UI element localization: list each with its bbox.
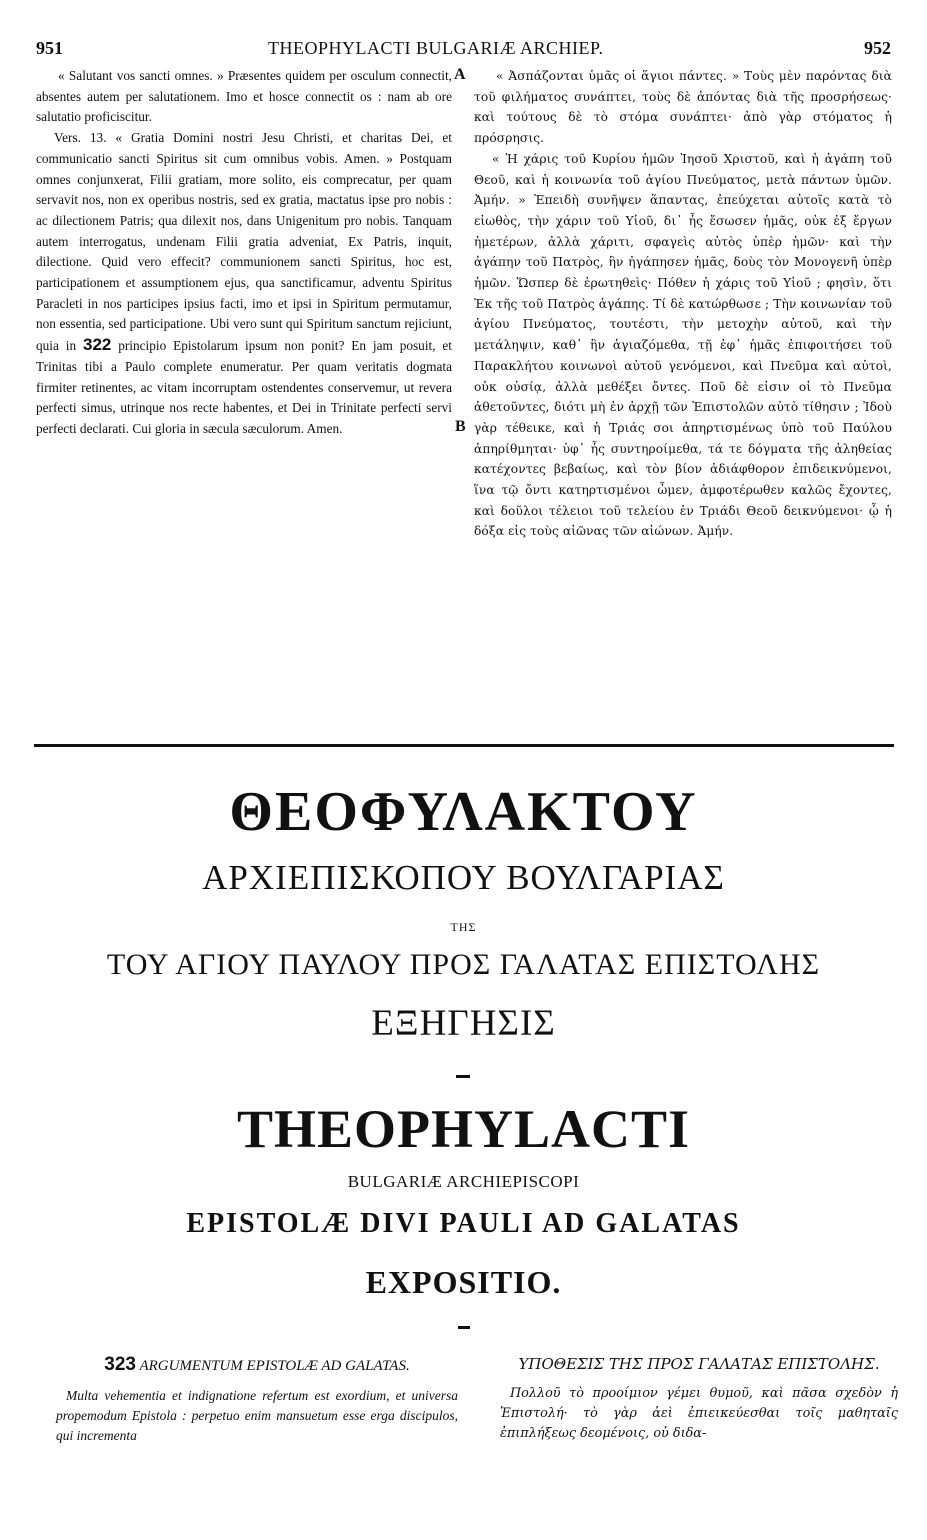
latin-paragraph-1: « Salutant vos sancti omnes. » Præsentes quidem per osculum connectit, absentes autem per salutationem. Imo et hosce connectit os : nam ab ore salutatio proficiscitur. (36, 68, 452, 125)
page-header (28, 8, 897, 58)
greek-paragraph-1: « Ἀσπάζονται ὑμᾶς οἱ ἅγιοι πάντες. » Τοὺς μὲν παρόντας διὰ τοῦ φιλήματος συνάπτει, τοὺς δὲ ἀπόντας διὰ τῆς προσρήσεως· καὶ τούτους δὲ τὸ στόμα συνάπτει· ἀπὸ γὰρ στόματος ἡ πρόσρησις. (474, 69, 892, 146)
latin-paragraph-2-part-1: Vers. 13. « Gratia Domini nostri Jesu Christi, et charitas Dei, et communicatio sancti Spiritus sit cum omnibus vobis. Amen. » Postquam omnes conjunxerat, Filii gratiam, more solito, eis comprecatur, per quam servavit nos, non ex operibus nostris, sed ex gratia, mactatus ipse pro nobis : ac dilectionem Patris; qua dilexit nos, dans Unigenitum pro nobis. Tanquam autem interrogatus, undenam Filii gratia adveniat, Ex Patris, inquit, dilectione. Quid vero effecit? communionem sancti Spiritus, hoc est, participationem et assumptionem ejus, qua sanctificamur, adventu Spiritus Paracleti in nos participes ipsius facti, imo et ipsi in Spiritum permutamur, non essentia, sed participatione. Ubi vero sunt qui Spiritum sanctum rejiciunt, quia in (36, 130, 452, 354)
title-dash-1 (456, 1075, 470, 1078)
marginal-page-number: 322 (82, 335, 112, 355)
running-title: THEOPHYLACTI BULGARIÆ ARCHIEP. (268, 38, 604, 58)
title-dash-2 (458, 1326, 470, 1329)
greek-title-author: ΘΕΟΦΥΛΑΚΤΟΥ (229, 781, 698, 843)
latin-title-author: THEOPHYLACTI (236, 1099, 691, 1159)
column-marker-a: A (454, 66, 466, 83)
latin-title-epistle: EPISTOLÆ DIVI PAULI AD GALATAS (186, 1208, 741, 1239)
greek-title-office: ΑΡΧΙΕΠΙΣΚΟΠΟΥ ΒΟΥΛΓΑΡΙΑΣ (202, 858, 725, 897)
column-marker-b: B (455, 418, 466, 435)
latin-title-office: BULGARIÆ ARCHIEPISCOPI (347, 1172, 580, 1191)
argument-greek-body: Πολλοῦ τὸ προοίμιον γέμει θυμοῦ, καὶ πᾶσα σχεδὸν ἡ Ἐπιστολή· τὸ γὰρ ἀεὶ ἐπιεικεύεσθαι τοῖς μαθηταῖς ἐπιπλήξεως δεομένοις, οὐ διδα- (500, 1386, 898, 1441)
argument-greek-heading: ΥΠΟΘΕΣΙΣ ΤΗΣ ΠΡΟΣ ΓΑΛΑΤΑΣ ΕΠΙΣΤΟΛΗΣ. (518, 1355, 880, 1373)
argument-page-number: 323 (104, 1354, 136, 1375)
argument-greek (500, 1356, 898, 1444)
latin-paragraph-2 (36, 128, 452, 440)
greek-paragraph-2: « Ἡ χάρις τοῦ Κυρίου ἡμῶν Ἰησοῦ Χριστοῦ, καὶ ἡ ἀγάπη τοῦ Θεοῦ, καὶ ἡ κοινωνία τοῦ ἁγίου Πνεύματος, μετὰ πάντων ὑμῶν. Ἀμήν. » Ἐπειδὴ συνῆψεν ἅπαντας, ἐπεύχεται αὐτοῖς κατὰ τὸ εἰωθὸς, τὴν χάριν τοῦ Υἱοῦ, δι᾿ ἧς ἔσωσεν ἡμᾶς, οὐκ ἐξ ἔργων ἡμετέρων, ἀλλὰ χάριτι, σφαγεὶς αὐτὸς ὑπὲρ ἡμῶν· καὶ τὴν ἀγάπην τοῦ Πατρὸς, ἣν ἠγάπησεν ἡμᾶς, δοὺς τὸν Μονογενῆ ὑπὲρ ἡμῶν. Ὥσπερ δὲ ἐρωτηθεὶς· Πόθεν ἡ χάρις τοῦ Υἱοῦ ; φησὶν, ὅτι Ἐκ τῆς τοῦ Πατρὸς ἀγάπης. Τί δὲ κατώρθωσε ; Τὴν κοινωνίαν τοῦ ἁγίου Πνεύματος, τουτέστι, τὴν μετοχὴν αὐτοῦ, καὶ τὴν μετάληψιν, καθ᾿ ἣν ἁγιαζόμεθα, τῇ ἐφ᾿ ἡμᾶς ἐπιφοιτήσει τοῦ Παρακλήτου κοινωνοὶ αὐτοῦ γενόμενοι, καὶ Πνεῦμα καὶ αὐτοὶ, οὐκ οὐσίᾳ, ἀλλὰ μεθέξει ὄντες. Ποῦ δὲ εἰσιν οἱ τὸ Πνεῦμα ἀθετοῦντες, διότι μὴ ἐν ἀρχῇ τῶν Ἐπιστολῶν αὐτὸ τίθησιν ; Ἰδοὺ γὰρ τέθεικε, καὶ ἡ Τριάς σοι ἀπηρτισμένως ὑπὸ τοῦ Παύλου ἀπηρίθμηται· ὑφ᾿ ἧς συντηρoίμεθα, τά τε δόγματα τῆς ἀληθείας κατέχοντες βεβαίως, καὶ τὸν βίον ἀδιάφθορον ἐπιδεικνύμενοι, ἵνα τῷ ὄντι κατηρτισμένοι ὦμεν, ἀμφοτέρωθεν καλῶς ἔχοντες, καὶ δοῦλοι τέλειοι τοῦ τελείου ἐν Τριάδι Θεοῦ δεικνύμενοι· ᾧ ἡ δόξα εἰς τοὺς αἰῶνας τῶν αἰώνων. Ἀμήν. (474, 151, 892, 539)
page-number-right: 952 (864, 38, 891, 58)
greek-column (474, 66, 892, 542)
greek-title-article: ΤΗΣ (450, 920, 477, 934)
argument-latin (56, 1356, 458, 1446)
argument-latin-body: Multa vehementia et indignatione refertum est exordium, et universa propemodum Epistola : perpetuo enim mansuetum esse erga discipulos, qui incrementa (56, 1388, 458, 1443)
greek-title-exegesis: ΕΞΗΓΗΣΙΣ (371, 1003, 556, 1044)
argument-latin-heading-text: ARGUMENTUM EPISTOLÆ AD GALATAS. (139, 1358, 410, 1374)
argument-latin-heading (56, 1356, 458, 1375)
greek-title-epistle: ΤΟΥ ΑΓΙΟΥ ΠΑΥΛΟΥ ΠΡΟΣ ΓΑΛΑΤΑΣ ΕΠΙΣΤΟΛΗΣ (106, 948, 821, 981)
page-number-left: 951 (36, 38, 63, 58)
latin-column (36, 66, 452, 440)
latin-paragraph-2-part-2: principio Epistolarum ipsum non ponit? En jam posuit, et Trinitas tibi a Paulo complete enumeratur. Per quam veritatis dogmata firmiter retinentes, ac vitam incorruptam ostendentes conservemur, ut revera perfecti simus, utrinque nos recte habentes, et Dei in Trinitate perfecti servi perfecti declarati. Cui gloria in sæcula sæculorum. Amen. (36, 338, 453, 436)
section-divider-rule (34, 744, 894, 747)
latin-title-expositio: EXPOSITIO. (365, 1264, 562, 1300)
